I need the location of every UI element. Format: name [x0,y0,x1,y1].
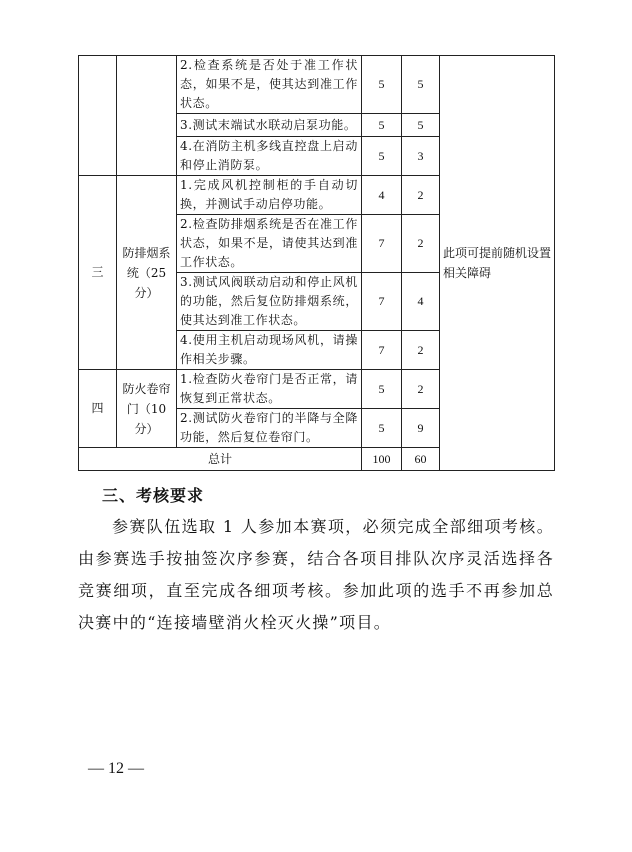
item-text: 4.使用主机启动现场风机，请操作相关步骤。 [177,331,362,370]
cell-empty-name [117,56,177,176]
item-text: 2.检查防排烟系统是否在准工作状态，如果不是，请使其达到准工作状态。 [177,215,362,273]
note-cell: 此项可提前随机设置相关障碍 [440,56,555,471]
full-score: 7 [362,215,402,273]
item-text: 4.在消防主机多线直控盘上启动和停止消防泵。 [177,137,362,176]
deduct-score: 5 [402,56,440,114]
full-score: 5 [362,137,402,176]
deduct-score: 3 [402,137,440,176]
deduct-score: 4 [402,273,440,331]
deduct-score: 9 [402,409,440,448]
full-score: 7 [362,273,402,331]
group-name: 防火卷帘门（10分） [117,370,177,448]
total-full-score: 100 [362,448,402,471]
total-label: 总计 [79,448,362,471]
deduct-score: 2 [402,370,440,409]
item-text: 1.完成风机控制柜的手自动切换，并测试手动启停功能。 [177,176,362,215]
section-heading: 三、考核要求 [102,486,205,505]
section-paragraph: 参赛队伍选取 1 人参加本赛项，必须完成全部细项考核。由参赛选手按抽签次序参赛，结合各项目排队次序灵活选择各竞赛细项，直至完成各细项考核。参加此项的选手不再参加总决赛中的“连接墙壁消火栓灭火操”项目。 [78,517,554,632]
full-score: 5 [362,409,402,448]
full-score: 4 [362,176,402,215]
item-text: 1.检查防火卷帘门是否正常，请恢复到正常状态。 [177,370,362,409]
full-score: 5 [362,114,402,137]
scoring-table [78,55,555,471]
table-row [79,56,555,114]
group-number: 三 [79,176,117,370]
item-text: 3.测试风阀联动启动和停止风机的功能，然后复位防排烟系统，使其达到准工作状态。 [177,273,362,331]
deduct-score: 5 [402,114,440,137]
cell-empty-no [79,56,117,176]
page-number: — 12 — [88,760,144,777]
item-text: 2.检查系统是否处于准工作状态，如果不是，使其达到准工作状态。 [177,56,362,114]
total-deduct-score: 60 [402,448,440,471]
item-text: 3.测试末端试水联动启泵功能。 [177,114,362,137]
item-text: 2.测试防火卷帘门的半降与全降功能，然后复位卷帘门。 [177,409,362,448]
deduct-score: 2 [402,331,440,370]
full-score: 7 [362,331,402,370]
deduct-score: 2 [402,176,440,215]
full-score: 5 [362,56,402,114]
deduct-score: 2 [402,215,440,273]
full-score: 5 [362,370,402,409]
group-number: 四 [79,370,117,448]
group-name: 防排烟系统（25分） [117,176,177,370]
